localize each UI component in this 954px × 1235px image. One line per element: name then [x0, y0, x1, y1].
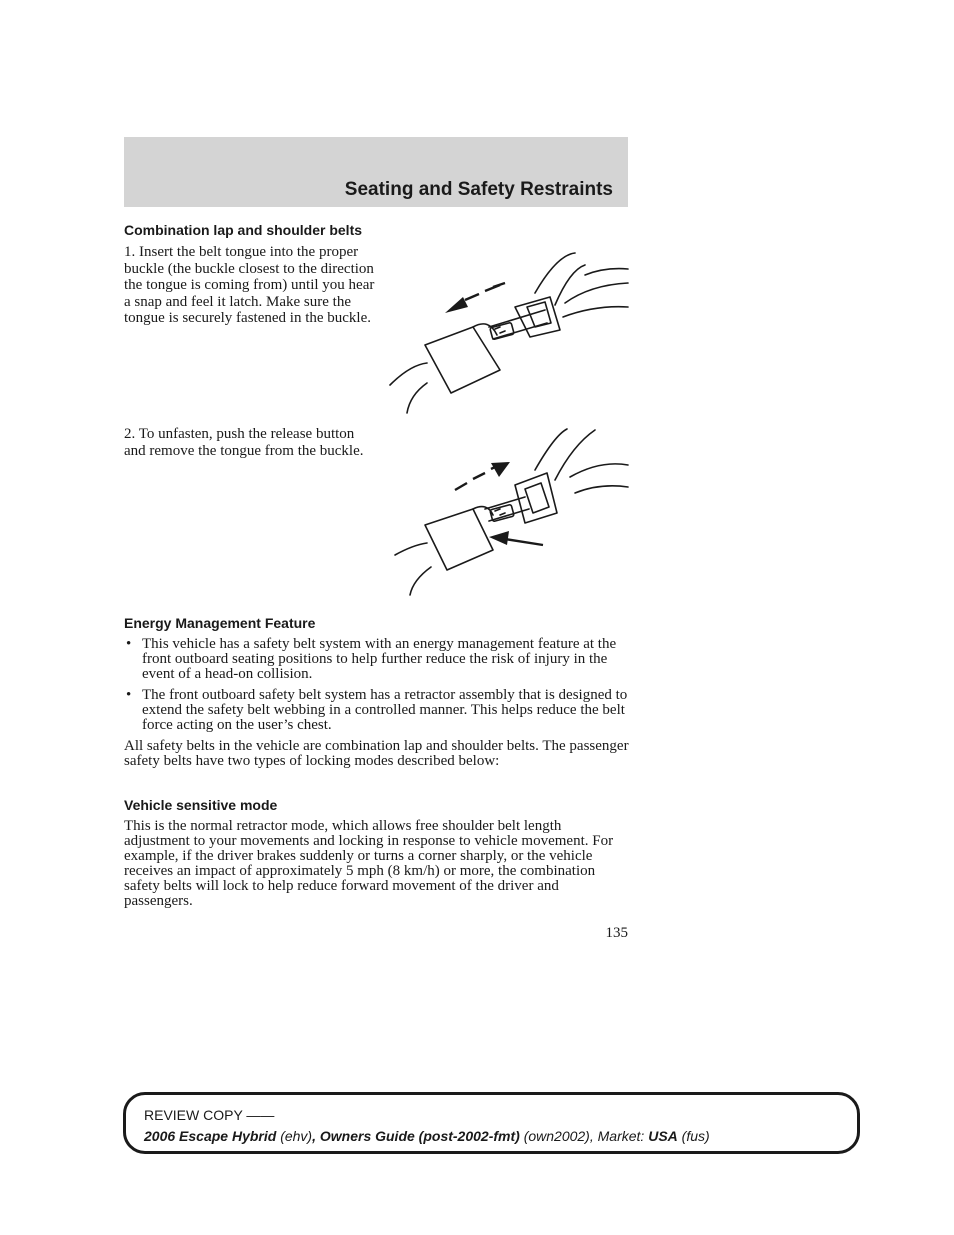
review-copy-label: REVIEW COPY ——	[144, 1107, 275, 1123]
heading-vehicle-sensitive-mode: Vehicle sensitive mode	[124, 797, 278, 813]
section-header-band	[124, 137, 628, 207]
step-2-text: 2. To unfasten, push the release button and remove the tongue from the buckle.	[124, 426, 364, 459]
footer-model-code: (ehv)	[280, 1128, 313, 1144]
footer-market-code: (fus)	[681, 1128, 710, 1144]
footer-market-label: , Market:	[589, 1128, 645, 1144]
bullet-text: This vehicle has a safety belt system with an energy management feature at the front outboard seating positions to help further reduce the risk of injury in the event of a head-on collision.	[142, 636, 617, 682]
step-1-text: 1. Insert the belt tongue into the proper buckle (the buckle closest to the direction the tongue is coming from) until you hear a snap and feel it latch. Make sure the tongue is securely fastened in the buckle.	[124, 244, 375, 326]
heading-combination-belts: Combination lap and shoulder belts	[124, 222, 363, 238]
bullet-icon: •	[126, 636, 132, 652]
bullet-icon: •	[126, 687, 132, 703]
belt-insert-illustration-icon	[385, 245, 630, 415]
bullet-text: The front outboard safety belt system has a retractor assembly that is designed to extend the safety belt webbing in a controlled manner. This helps reduce the belt force acting on the user’s chest.	[142, 687, 628, 733]
footer-market: USA	[648, 1128, 678, 1144]
review-footer-box	[123, 1092, 860, 1154]
section-title: Seating and Safety Restraints	[344, 179, 613, 200]
heading-energy-management: Energy Management Feature	[124, 615, 316, 631]
energy-bullet-list	[124, 637, 629, 739]
list-item	[124, 637, 629, 682]
vehicle-sensitive-paragraph: This is the normal retractor mode, which allows free shoulder belt length adjustment to your movements and locking in response to vehicle movement. For example, if the driver brakes suddenly or turns a corner sharply, or the vehicle receives an impact of approximately 5 mph (8 km/h) or more, the combination safety belts will lock to help reduce forward movement of the driver and passengers.	[124, 818, 614, 909]
footer-document-info	[144, 1128, 710, 1144]
footer-model: 2006 Escape Hybrid	[144, 1128, 277, 1144]
belt-release-illustration-icon	[385, 425, 630, 600]
locking-modes-paragraph: All safety belts in the vehicle are combination lap and shoulder belts. The passenger safety belts have two types of locking modes described below:	[124, 738, 629, 769]
footer-guide-code: (own2002)	[523, 1128, 590, 1144]
page-number: 135	[605, 925, 628, 941]
list-item	[124, 688, 629, 733]
footer-guide: , Owners Guide (post-2002-fmt)	[312, 1128, 520, 1144]
